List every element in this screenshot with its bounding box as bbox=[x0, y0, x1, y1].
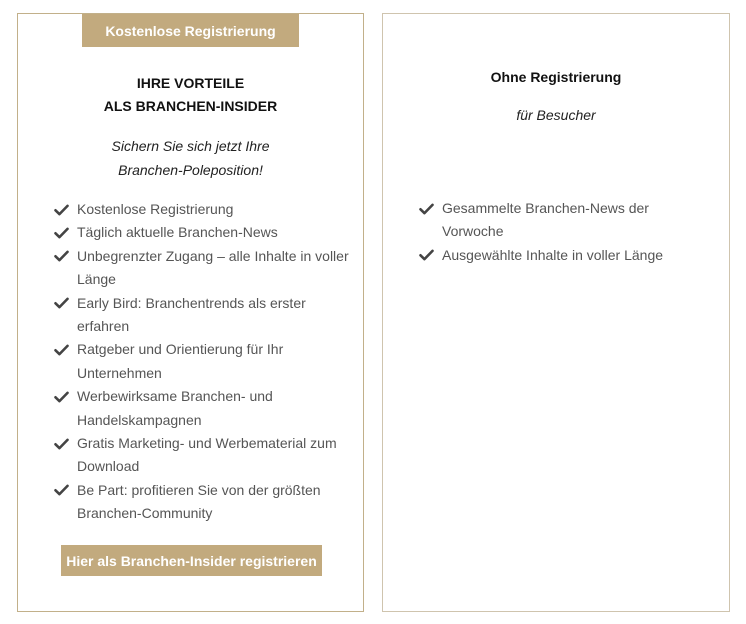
benefit-item bbox=[54, 245, 354, 292]
check-icon bbox=[54, 479, 77, 502]
registered-plan-subtitle bbox=[18, 134, 363, 182]
benefit-item bbox=[54, 385, 354, 432]
benefit-text: Ratgeber und Orientierung für Ihr Unternehmen bbox=[77, 341, 284, 381]
check-icon bbox=[54, 245, 77, 268]
visitor-plan-subtitle: für Besucher bbox=[516, 107, 596, 123]
benefit-text: Werbewirksame Branchen- und Handelskampagnen bbox=[77, 388, 273, 428]
benefit-item bbox=[54, 432, 354, 479]
benefit-text: Unbegrenzter Zugang – alle Inhalte in voller Länge bbox=[77, 247, 349, 288]
benefit-text: Gratis Marketing- und Werbematerial zum Download bbox=[77, 435, 337, 475]
check-icon bbox=[54, 338, 77, 361]
benefit-item bbox=[54, 221, 354, 244]
check-icon bbox=[419, 244, 442, 267]
check-icon bbox=[419, 197, 442, 220]
benefit-text: Kostenlose Registrierung bbox=[77, 201, 234, 217]
benefit-item bbox=[54, 479, 354, 526]
benefit-item bbox=[54, 338, 354, 385]
registered-plan-heading bbox=[18, 72, 363, 118]
registered-plan-card bbox=[17, 13, 364, 612]
benefit-text: Täglich aktuelle Branchen-News bbox=[77, 224, 278, 241]
visitor-plan-heading: Ohne Registrierung bbox=[490, 69, 622, 85]
subtitle-line-2: Branchen-Poleposition! bbox=[118, 162, 263, 178]
register-insider-button[interactable]: Hier als Branchen-Insider registrieren bbox=[61, 545, 322, 576]
benefit-text: Ausgewählte Inhalte in voller Länge bbox=[442, 246, 664, 263]
benefit-item bbox=[54, 198, 354, 221]
check-icon bbox=[54, 198, 77, 221]
check-icon bbox=[54, 221, 77, 244]
benefit-text: Be Part: profitieren Sie von der größten Branchen-Community bbox=[77, 481, 321, 522]
registered-benefits-list bbox=[54, 198, 354, 526]
subtitle-line-1: Sichern Sie sich jetzt Ihre bbox=[111, 138, 270, 154]
benefit-text: Gesammelte Branchen-News der Vorwoche bbox=[442, 200, 649, 240]
free-registration-badge: Kostenlose Registrierung bbox=[82, 14, 299, 47]
benefit-text: Early Bird: Branchentrends als erster erfahren bbox=[77, 294, 306, 335]
benefit-item bbox=[419, 244, 709, 267]
visitor-plan-card bbox=[382, 13, 730, 612]
check-icon bbox=[54, 292, 77, 315]
benefit-item bbox=[54, 292, 354, 339]
visitor-benefits-list bbox=[419, 197, 709, 267]
check-icon bbox=[54, 385, 77, 408]
check-icon bbox=[54, 432, 77, 455]
heading-line-2: ALS BRANCHEN-INSIDER bbox=[103, 98, 278, 114]
heading-line-1: IHRE VORTEILE bbox=[136, 75, 245, 91]
benefit-item bbox=[419, 197, 709, 244]
